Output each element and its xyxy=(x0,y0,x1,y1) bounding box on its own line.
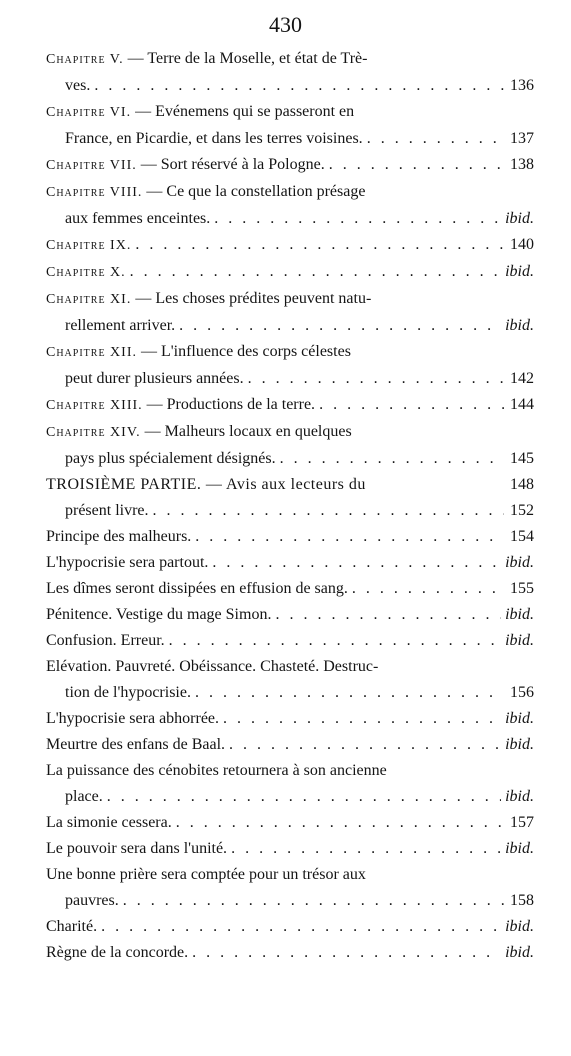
toc-entry-page: 156 xyxy=(510,684,534,701)
toc-entry xyxy=(46,758,534,810)
toc-entry xyxy=(46,550,534,576)
toc-entry-continuation-text: pauvres. xyxy=(65,892,119,909)
toc-entry xyxy=(46,524,534,550)
toc-entry-title: Chapitre XII. — L'influence des corps célestes xyxy=(46,343,351,360)
toc-entry-title: Chapitre XIV. — Malheurs locaux en quelques xyxy=(46,423,352,440)
toc-entry-first-line xyxy=(46,576,534,602)
toc-entry-title: Chapitre IX. xyxy=(46,238,132,253)
toc-entry-page: 148 xyxy=(510,476,534,493)
toc-entry xyxy=(46,99,534,152)
toc-entry-first-line xyxy=(46,46,534,73)
toc-entry-first-line xyxy=(46,758,534,784)
toc-entry xyxy=(46,179,534,232)
toc-entry xyxy=(46,419,534,472)
table-of-contents xyxy=(46,46,534,966)
toc-entry-continuation-text: France, en Picardie, et dans les terres voisines. xyxy=(65,130,363,147)
toc-entry-continuation-text: place. xyxy=(65,788,103,805)
dot-leader xyxy=(210,206,501,232)
toc-entry-title: L'hypocrisie sera abhorrée. xyxy=(46,710,220,727)
toc-entry xyxy=(46,152,534,179)
toc-entry-first-line xyxy=(46,602,534,628)
toc-entry-page: 154 xyxy=(510,528,534,545)
toc-entry-page: ibid. xyxy=(505,632,534,649)
toc-entry-continuation-text: pays plus spécialement désignés. xyxy=(65,450,276,467)
toc-entry-first-line xyxy=(46,836,534,862)
toc-entry xyxy=(46,810,534,836)
toc-entry-continuation xyxy=(46,366,534,392)
toc-entry-first-line xyxy=(46,472,534,498)
toc-entry-first-line xyxy=(46,232,534,259)
page-number: 430 xyxy=(269,12,302,37)
dot-leader xyxy=(227,836,501,862)
toc-entry-first-line xyxy=(46,524,534,550)
dot-leader xyxy=(188,940,501,966)
toc-entry-page: 138 xyxy=(510,156,534,173)
toc-entry-page: 155 xyxy=(510,580,534,597)
toc-entry-continuation xyxy=(46,498,534,524)
dot-leader xyxy=(191,524,504,550)
toc-entry-page: ibid. xyxy=(505,263,534,280)
dot-leader xyxy=(208,550,501,576)
dot-leader xyxy=(225,732,501,758)
toc-entry-title: Charité. xyxy=(46,918,98,935)
toc-entry-page: 145 xyxy=(510,450,534,467)
dot-leader xyxy=(103,784,501,810)
toc-entry-title: L'hypocrisie sera partout. xyxy=(46,554,209,571)
toc-entry-title: Chapitre VIII. — Ce que la constellation présage xyxy=(46,183,366,200)
toc-entry-continuation xyxy=(46,446,534,472)
toc-entry-first-line xyxy=(46,392,534,419)
toc-entry xyxy=(46,472,534,524)
toc-entry-page: 136 xyxy=(510,77,534,94)
dot-leader xyxy=(165,628,501,654)
toc-entry-page: 137 xyxy=(510,130,534,147)
dot-leader xyxy=(126,259,501,286)
dot-leader xyxy=(149,498,504,524)
toc-entry-first-line xyxy=(46,152,534,179)
toc-entry xyxy=(46,628,534,654)
dot-leader xyxy=(175,313,501,339)
toc-entry xyxy=(46,862,534,914)
toc-entry xyxy=(46,259,534,286)
toc-entry-first-line xyxy=(46,914,534,940)
toc-entry xyxy=(46,46,534,99)
toc-entry-first-line xyxy=(46,654,534,680)
toc-entry xyxy=(46,732,534,758)
toc-entry-first-line xyxy=(46,259,534,286)
toc-entry-first-line xyxy=(46,810,534,836)
toc-entry-continuation xyxy=(46,784,534,810)
toc-entry-page: 144 xyxy=(510,396,534,413)
dot-leader xyxy=(325,152,504,179)
toc-entry-title: Le pouvoir sera dans l'unité. xyxy=(46,840,228,857)
toc-entry-page: 152 xyxy=(510,502,534,519)
toc-entry-first-line xyxy=(46,550,534,576)
toc-entry-title: TROISIÈME PARTIE. — Avis aux lecteurs du xyxy=(46,476,366,493)
toc-entry-first-line xyxy=(46,179,534,206)
toc-entry-page: ibid. xyxy=(505,840,534,857)
toc-entry-continuation-text: ves. xyxy=(65,77,91,94)
dot-leader xyxy=(119,888,504,914)
toc-entry-page: 140 xyxy=(510,236,534,253)
toc-entry xyxy=(46,232,534,259)
toc-entry-continuation xyxy=(46,313,534,339)
toc-entry xyxy=(46,654,534,706)
toc-entry-continuation-text: présent livre. xyxy=(65,502,149,519)
toc-entry-page: 142 xyxy=(510,370,534,387)
dot-leader xyxy=(97,914,501,940)
toc-entry-first-line xyxy=(46,628,534,654)
toc-entry-page: ibid. xyxy=(505,788,534,805)
toc-entry-first-line xyxy=(46,419,534,446)
toc-entry xyxy=(46,576,534,602)
toc-entry-title: Chapitre XIII. — Productions de la terre. xyxy=(46,396,316,413)
toc-entry-first-line xyxy=(46,339,534,366)
toc-entry xyxy=(46,392,534,419)
dot-leader xyxy=(315,392,504,419)
toc-entry-continuation xyxy=(46,888,534,914)
toc-entry xyxy=(46,914,534,940)
toc-entry-continuation-text: tion de l'hypocrisie. xyxy=(65,684,191,701)
dot-leader xyxy=(172,810,504,836)
toc-entry-title: Pénitence. Vestige du mage Simon. xyxy=(46,606,272,623)
toc-entry-continuation-text: rellement arriver. xyxy=(65,317,176,334)
toc-entry-title: Confusion. Erreur. xyxy=(46,632,165,649)
toc-entry-title: Une bonne prière sera comptée pour un trésor aux xyxy=(46,866,366,883)
toc-entry-continuation xyxy=(46,126,534,152)
toc-entry-page: 157 xyxy=(510,814,534,831)
toc-entry-page: ibid. xyxy=(505,710,534,727)
toc-entry-title: Chapitre XI. — Les choses prédites peuvent natu- xyxy=(46,290,372,307)
toc-entry xyxy=(46,940,534,966)
toc-entry-first-line xyxy=(46,286,534,313)
toc-entry-first-line xyxy=(46,862,534,888)
toc-entry-page: ibid. xyxy=(505,317,534,334)
toc-entry-page: ibid. xyxy=(505,944,534,961)
toc-entry xyxy=(46,706,534,732)
toc-entry-title: La simonie cessera. xyxy=(46,814,172,831)
toc-entry-page: ibid. xyxy=(505,918,534,935)
toc-entry-page: ibid. xyxy=(505,554,534,571)
toc-entry-title: Chapitre X. xyxy=(46,265,126,280)
dot-leader xyxy=(219,706,501,732)
toc-entry-title: Meurtre des enfans de Baal. xyxy=(46,736,226,753)
toc-entry-title: Elévation. Pauvreté. Obéissance. Chasteté. Destruc- xyxy=(46,658,379,675)
toc-entry-page: 158 xyxy=(510,892,534,909)
toc-entry-continuation xyxy=(46,73,534,99)
toc-entry-first-line xyxy=(46,706,534,732)
toc-entry-title: Les dîmes seront dissipées en effusion de sang. xyxy=(46,580,348,597)
toc-entry-page: ibid. xyxy=(505,606,534,623)
dot-leader xyxy=(191,680,504,706)
toc-entry-continuation-text: aux femmes enceintes. xyxy=(65,210,211,227)
dot-leader xyxy=(363,126,504,152)
toc-entry-first-line xyxy=(46,99,534,126)
toc-entry-continuation xyxy=(46,680,534,706)
toc-entry-title: Chapitre VII. — Sort réservé à la Pologne. xyxy=(46,156,325,173)
dot-leader xyxy=(244,366,504,392)
dot-leader xyxy=(271,602,501,628)
toc-entry-first-line xyxy=(46,940,534,966)
dot-leader xyxy=(276,446,504,472)
toc-entry-title: Principe des malheurs. xyxy=(46,528,192,545)
toc-entry-title: La puissance des cénobites retournera à son ancienne xyxy=(46,762,387,779)
toc-entry xyxy=(46,836,534,862)
toc-entry-first-line xyxy=(46,732,534,758)
toc-entry xyxy=(46,602,534,628)
toc-entry-continuation-text: peut durer plusieurs années. xyxy=(65,370,244,387)
toc-entry-title: Chapitre V. — Terre de la Moselle, et état de Trè- xyxy=(46,50,368,67)
toc-entry-title: Règne de la concorde. xyxy=(46,944,189,961)
toc-entry xyxy=(46,286,534,339)
dot-leader xyxy=(131,232,504,259)
toc-entry-page: ibid. xyxy=(505,210,534,227)
dot-leader xyxy=(348,576,504,602)
toc-entry xyxy=(46,339,534,392)
dot-leader xyxy=(90,73,504,99)
toc-entry-continuation xyxy=(46,206,534,232)
toc-entry-page: ibid. xyxy=(505,736,534,753)
toc-entry-title: Chapitre VI. — Evénemens qui se passeront en xyxy=(46,103,355,120)
